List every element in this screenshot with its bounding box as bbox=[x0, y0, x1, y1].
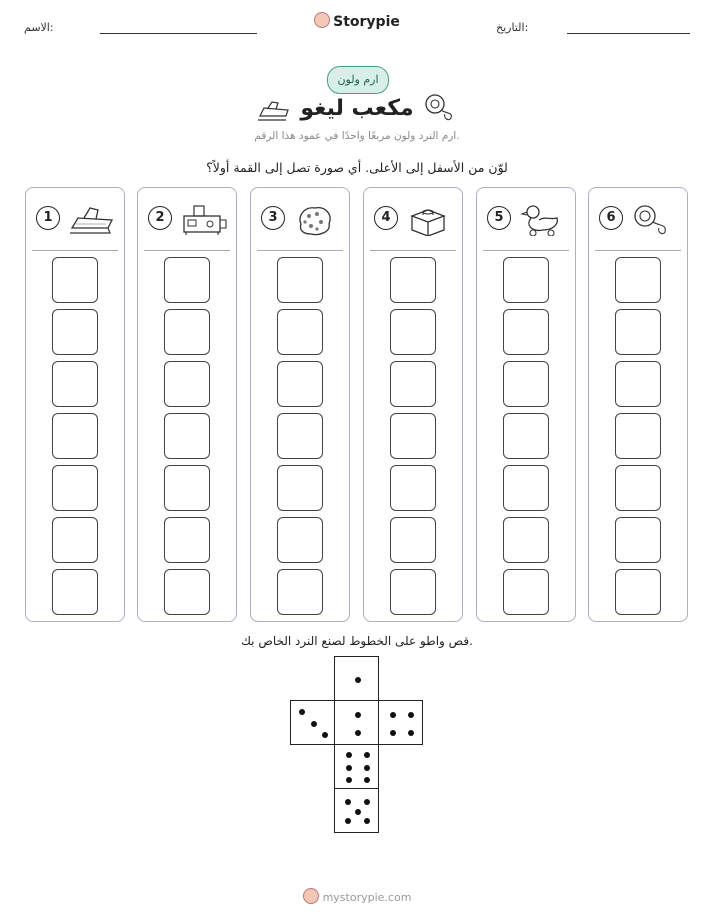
cut-instruction: قص واطو على الخطوط لصنع النرد الخاص بك. bbox=[241, 634, 473, 648]
color-box[interactable] bbox=[277, 309, 323, 355]
die-pip bbox=[355, 730, 361, 736]
die-pip bbox=[364, 818, 370, 824]
color-box[interactable] bbox=[615, 413, 661, 459]
color-box[interactable] bbox=[503, 361, 549, 407]
die-pip bbox=[364, 777, 370, 783]
color-box[interactable] bbox=[615, 361, 661, 407]
color-box[interactable] bbox=[390, 361, 436, 407]
color-box[interactable] bbox=[503, 465, 549, 511]
color-box[interactable] bbox=[52, 257, 98, 303]
color-box[interactable] bbox=[503, 309, 549, 355]
die-pip bbox=[322, 732, 328, 738]
die-pip bbox=[311, 721, 317, 727]
color-box[interactable] bbox=[164, 569, 210, 615]
color-box[interactable] bbox=[390, 465, 436, 511]
name-label: الاسم: bbox=[24, 21, 54, 34]
column-divider bbox=[370, 250, 456, 251]
die-pip bbox=[355, 677, 361, 683]
column-6 bbox=[588, 187, 688, 622]
color-box[interactable] bbox=[164, 257, 210, 303]
die-pip bbox=[364, 752, 370, 758]
color-box[interactable] bbox=[52, 465, 98, 511]
color-box[interactable] bbox=[52, 517, 98, 563]
color-box[interactable] bbox=[164, 309, 210, 355]
die-pip bbox=[355, 712, 361, 718]
die-pip bbox=[408, 730, 414, 736]
color-box[interactable] bbox=[277, 413, 323, 459]
column-number: 5 bbox=[487, 206, 511, 230]
die-pip bbox=[364, 799, 370, 805]
brand-logo bbox=[0, 12, 714, 30]
color-box[interactable] bbox=[52, 413, 98, 459]
color-box[interactable] bbox=[615, 517, 661, 563]
column-2 bbox=[137, 187, 237, 622]
column-divider bbox=[483, 250, 569, 251]
footer-url[interactable]: mystorypie.com bbox=[322, 891, 412, 904]
die-face-4 bbox=[378, 700, 423, 745]
color-box[interactable] bbox=[615, 257, 661, 303]
color-box[interactable] bbox=[503, 569, 549, 615]
color-box[interactable] bbox=[615, 569, 661, 615]
color-box[interactable] bbox=[277, 361, 323, 407]
column-5 bbox=[476, 187, 576, 622]
date-field-line[interactable] bbox=[567, 33, 690, 34]
column-number: 4 bbox=[374, 206, 398, 230]
column-divider bbox=[595, 250, 681, 251]
instruction: لوّن من الأسفل إلى الأعلى. أي صورة تصل إلى القمة أولاً؟ bbox=[206, 160, 508, 175]
die-pip bbox=[390, 730, 396, 736]
storypie-mascot-icon bbox=[303, 888, 319, 904]
color-box[interactable] bbox=[277, 257, 323, 303]
color-box[interactable] bbox=[390, 309, 436, 355]
date-label: التاريخ: bbox=[496, 21, 529, 34]
activity-badge: ارم ولون bbox=[327, 66, 389, 94]
die-pip bbox=[355, 809, 361, 815]
color-box[interactable] bbox=[164, 465, 210, 511]
color-box[interactable] bbox=[390, 413, 436, 459]
color-box[interactable] bbox=[164, 413, 210, 459]
die-pip bbox=[408, 712, 414, 718]
color-box[interactable] bbox=[52, 361, 98, 407]
color-box[interactable] bbox=[503, 257, 549, 303]
color-box[interactable] bbox=[277, 517, 323, 563]
column-number: 3 bbox=[261, 206, 285, 230]
page-title: مكعب ليغو bbox=[300, 96, 414, 121]
column-divider bbox=[257, 250, 343, 251]
color-box[interactable] bbox=[615, 465, 661, 511]
factory-machine-icon bbox=[180, 202, 228, 236]
color-box[interactable] bbox=[503, 517, 549, 563]
color-box[interactable] bbox=[164, 517, 210, 563]
die-pip bbox=[345, 799, 351, 805]
column-number: 6 bbox=[599, 206, 623, 230]
color-box[interactable] bbox=[52, 569, 98, 615]
die-pip bbox=[345, 818, 351, 824]
subtitle: ارم النرد ولون مربعًا واحدًا في عمود هذا الرقم. bbox=[254, 130, 460, 142]
column-number: 1 bbox=[36, 206, 60, 230]
die-pip bbox=[346, 777, 352, 783]
column-divider bbox=[144, 250, 230, 251]
die-pip bbox=[346, 765, 352, 771]
footer bbox=[0, 888, 714, 904]
lego-brick-icon bbox=[406, 202, 454, 236]
wood-plane-icon bbox=[68, 202, 116, 236]
color-box[interactable] bbox=[615, 309, 661, 355]
column-3 bbox=[250, 187, 350, 622]
die-face-2 bbox=[334, 700, 379, 745]
die-face-1 bbox=[334, 656, 379, 701]
yoyo-icon bbox=[631, 202, 679, 236]
toy-duck-icon bbox=[519, 202, 567, 236]
die-face-6 bbox=[334, 744, 379, 789]
column-number: 2 bbox=[148, 206, 172, 230]
die-pip bbox=[346, 752, 352, 758]
column-1 bbox=[25, 187, 125, 622]
plastic-granules-icon bbox=[293, 202, 341, 236]
column-4 bbox=[363, 187, 463, 622]
die-pip bbox=[299, 709, 305, 715]
color-box[interactable] bbox=[164, 361, 210, 407]
column-divider bbox=[32, 250, 118, 251]
die-face-3 bbox=[290, 700, 335, 745]
name-field-line[interactable] bbox=[100, 33, 257, 34]
die-face-5 bbox=[334, 788, 379, 833]
color-box[interactable] bbox=[277, 569, 323, 615]
die-pip bbox=[390, 712, 396, 718]
brand-name: Storypie bbox=[333, 14, 400, 30]
color-box[interactable] bbox=[52, 309, 98, 355]
storypie-mascot-icon bbox=[314, 12, 330, 28]
die-pip bbox=[364, 765, 370, 771]
color-box[interactable] bbox=[390, 257, 436, 303]
color-box[interactable] bbox=[277, 465, 323, 511]
yoyo-icon bbox=[423, 92, 457, 122]
color-box[interactable] bbox=[390, 569, 436, 615]
color-box[interactable] bbox=[390, 517, 436, 563]
color-box[interactable] bbox=[503, 413, 549, 459]
